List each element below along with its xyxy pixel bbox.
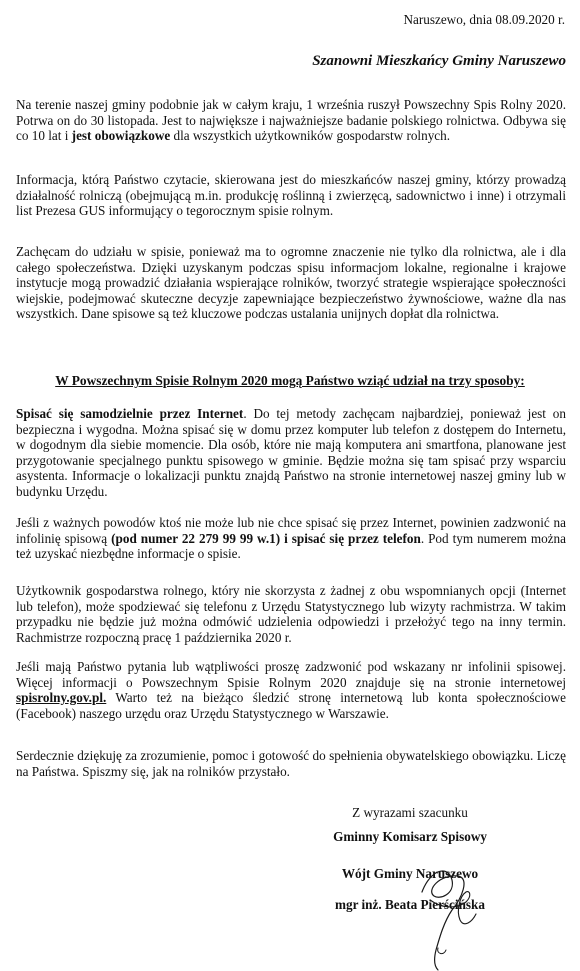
signatory-role-mayor: Wójt Gminy Naruszewo bbox=[341, 866, 479, 881]
paragraph-audience: Informacja, którą Państwo czytacie, skierowana jest do mieszkańców naszej gminy, którzy prowadzą działalność rolniczą (obejmującą m.in. produkcję roślinną i zwierzęcą, sadownictwo i inne) i otrzymali list Prezesa GUS informujący o tegorocznym spisie rolnym. bbox=[16, 172, 566, 219]
paragraph-text: Warto też na bieżąco śledzić stronę internetową lub konta społecznościowe (Facebook) naszego urzędu oraz Urzędu Statystycznego w Warszawie. bbox=[16, 690, 566, 721]
paragraph-text: Na terenie naszej gminy podobnie jak w całym kraju, 1 września ruszył Powszechny Spis Rolny 2020. Potrwa on do 30 listopada. Jest to największe i najważniejsze badanie polskiego rolnictwa. Odbywa się co 10 lat i bbox=[16, 97, 566, 144]
emphasis-text: Spisać się samodzielnie przez Internet bbox=[16, 406, 244, 421]
emphasis-text: jest obowiązkowe bbox=[71, 128, 171, 144]
paragraph-text: Jeśli mają Państwo pytania lub wątpliwości proszę zadzwonić pod wskazany nr infolinii spisowej. Więcej informacji o Powszechnym Spisie Rolnym 2020 znajduje się na stronie internetowej bbox=[16, 659, 566, 690]
paragraph-thanks: Serdecznie dziękuję za zrozumienie, pomoc i gotowość do spełnienia obywatelskiego obowiązku. Liczę na Państwa. Spiszmy się, jak na rolników przystało. bbox=[16, 748, 566, 779]
paragraph-text: Jeśli z ważnych powodów ktoś nie może lub nie chce spisać się przez Internet, powinien zadzwonić na infolinię spisową bbox=[16, 515, 566, 546]
salutation: Szanowni Mieszkańcy Gminy Naruszewo bbox=[312, 53, 566, 69]
paragraph-phone-option bbox=[16, 515, 566, 562]
signatory-role-commissioner: Gminny Komisarz Spisowy bbox=[333, 829, 487, 844]
handwritten-signature bbox=[400, 850, 510, 971]
paragraph-internet-option bbox=[16, 406, 566, 500]
paragraph-intro bbox=[16, 97, 566, 144]
date-line: Naruszewo, dnia 08.09.2020 r. bbox=[403, 12, 565, 27]
emphasis-text: (pod numer 22 279 99 99 w.1) i spisać się przez telefon bbox=[111, 530, 421, 546]
spisrolny-link[interactable]: spisrolny.gov.pl. bbox=[16, 690, 107, 706]
paragraph-questions bbox=[16, 659, 566, 721]
paragraph-text: . Do tej metody zachęcam najbardziej, ponieważ jest on bezpieczna i wygodna. Można spisać się w domu przez komputer lub telefon z dostępem do Internetu, w dogodnym dla siebie momencie. Dla osób, które nie mają komputera ani smartfona, planowane jest przygotowanie specjalnego punktu spisowego w gminie. Będzie można się tam spisać przy wsparciu asystenta. Informacje o lokalizacji punktu znajdą Państwo na stronie internetowej naszej gminy lub w budynku Urzędu. bbox=[16, 406, 566, 499]
paragraph-text: dla wszystkich użytkowników gospodarstw rolnych. bbox=[170, 128, 451, 144]
signatory-name: mgr inż. Beata Pierścińska bbox=[335, 897, 485, 912]
section-heading: W Powszechnym Spisie Rolnym 2020 mogą Państwo wziąć udział na trzy sposoby: bbox=[55, 373, 525, 388]
paragraph-text: . Pod tym numerem można też uzyskać niezbędne informacje o spisie. bbox=[16, 530, 566, 562]
paragraph-encouragement: Zachęcam do udziału w spisie, ponieważ ma to ogromne znaczenie nie tylko dla rolnictwa, ale i dla całego społeczeństwa. Dzięki uzyskanym podczas spisu informacjom lokalne, regionalne i krajowe instytucje mogą prowadzić działania wspierające rolników, tworzyć strategie wspierające społeczności wiejskie, podejmować skuteczne decyzje zapewniające bezpieczeństwo żywnościowe, ważne dla nas wszystkich. Dane spisowe są też kluczowe podczas ustalania unijnych dopłat dla rolnictwa. bbox=[16, 244, 566, 322]
closing-line: Z wyrazami szacunku bbox=[352, 805, 468, 820]
paragraph-enumerator-option: Użytkownik gospodarstwa rolnego, który nie skorzysta z żadnej z obu wspomnianych opcji (Internet lub telefon), może spodziewać się telefonu z Urzędu Statystycznego lub wizyty rachmistrza. W takim przypadku nie będzie już można odmówić udzielenia odpowiedzi i przełożyć tego na inny termin. Rachmistrze rozpoczną pracę 1 października 2020 r. bbox=[16, 583, 566, 645]
